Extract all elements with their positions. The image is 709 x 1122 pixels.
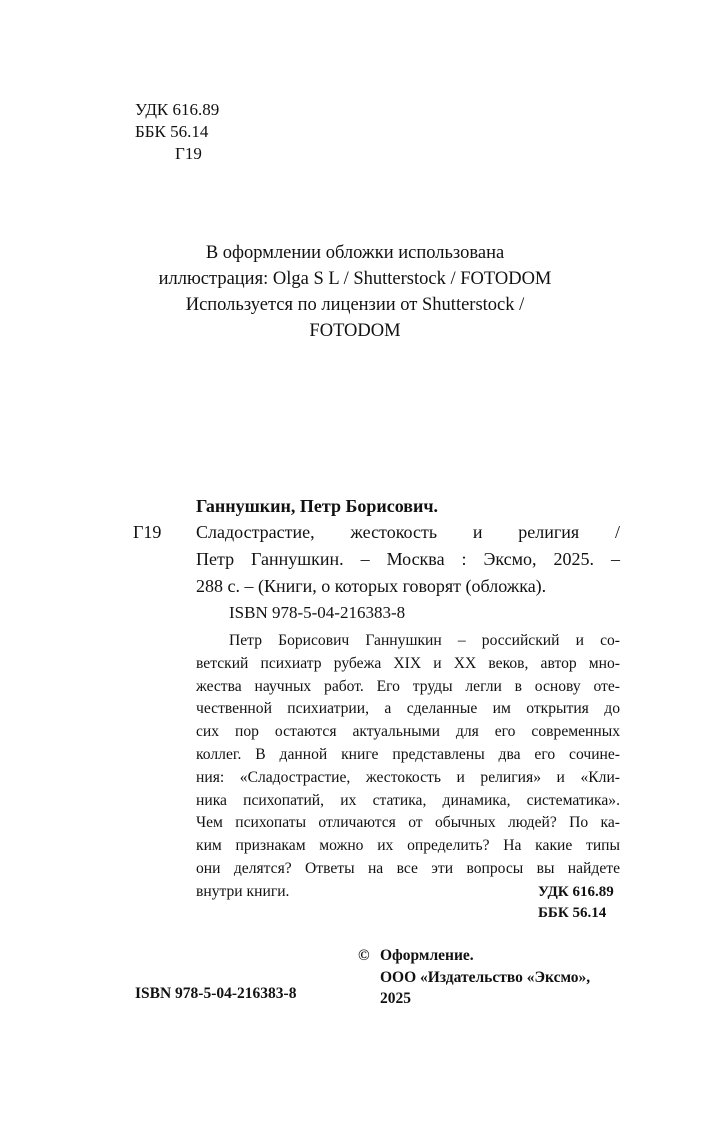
copyright-notice — [358, 945, 590, 1010]
bottom-isbn: ISBN 978-5-04-216383-8 — [135, 985, 297, 1002]
copyright-line: ООО «Издательство «Эксмо», — [380, 968, 591, 986]
author-heading: Ганнушкин, Петр Борисович. — [196, 496, 439, 516]
cover-credit-line: В оформлении обложки использована — [205, 243, 505, 263]
description-line: Сладострастие, жестокость и религия / — [196, 522, 620, 542]
annotation-line: Чем психопаты отличаются от обычных людей? По ка- — [196, 814, 620, 832]
bbk-code: ББК 56.14 — [135, 122, 209, 141]
annotation-line: чественной психиатрии, а сделанные им открытия до — [196, 700, 620, 718]
cover-credit-line: FOTODOM — [309, 321, 401, 341]
cover-credit — [120, 240, 590, 344]
annotation-line: они делятся? Ответы на все эти вопросы вы найдете — [196, 859, 620, 877]
annotation-line: ния: «Сладострастие, жестокость и религия» и «Кли- — [196, 768, 620, 786]
record-isbn: ISBN 978-5-04-216383-8 — [229, 603, 406, 622]
annotation-line: внутри книги. — [196, 882, 290, 900]
description-line: Петр Ганнушкин. – Москва : Эксмо, 2025. – — [196, 549, 620, 569]
top-classification-codes — [135, 99, 219, 165]
bibliographic-description — [196, 519, 620, 600]
annotation-line: коллег. В данной книге представлены два его сочине- — [196, 745, 620, 763]
classification-codes-right — [538, 882, 614, 924]
annotation-line: ветский психиатр рубежа XIX и XX веков, автор мно- — [196, 654, 620, 672]
record-cutter-code: Г19 — [133, 522, 162, 542]
copyright-line: 2025 — [380, 990, 411, 1007]
copyright-line: Оформление. — [380, 947, 474, 964]
annotation-line: ким признакам можно их определить? На какие типы — [196, 837, 620, 855]
copyright-symbol: © — [358, 947, 370, 964]
annotation-line: сих пор остаются актуальными для его современных — [196, 723, 620, 741]
annotation-line: жества научных работ. Его труды легли в основу оте- — [196, 677, 620, 695]
bbk-code: ББК 56.14 — [538, 905, 607, 921]
cover-credit-line: Используется по лицензии от Shutterstock / — [185, 295, 525, 315]
udk-code: УДК 616.89 — [135, 100, 220, 119]
annotation-line: ника психопатий, их статика, динамика, систематика». — [196, 791, 620, 809]
description-line: 288 с. – (Книги, о которых говорят (обложка). — [196, 576, 547, 596]
cover-credit-line: иллюстрация: Olga S L / Shutterstock / FOTODOM — [158, 269, 552, 289]
annotation — [196, 630, 620, 904]
annotation-line: Петр Борисович Ганнушкин – российский и со- — [229, 632, 620, 649]
udk-code: УДК 616.89 — [538, 884, 614, 900]
cutter-code: Г19 — [175, 144, 202, 163]
